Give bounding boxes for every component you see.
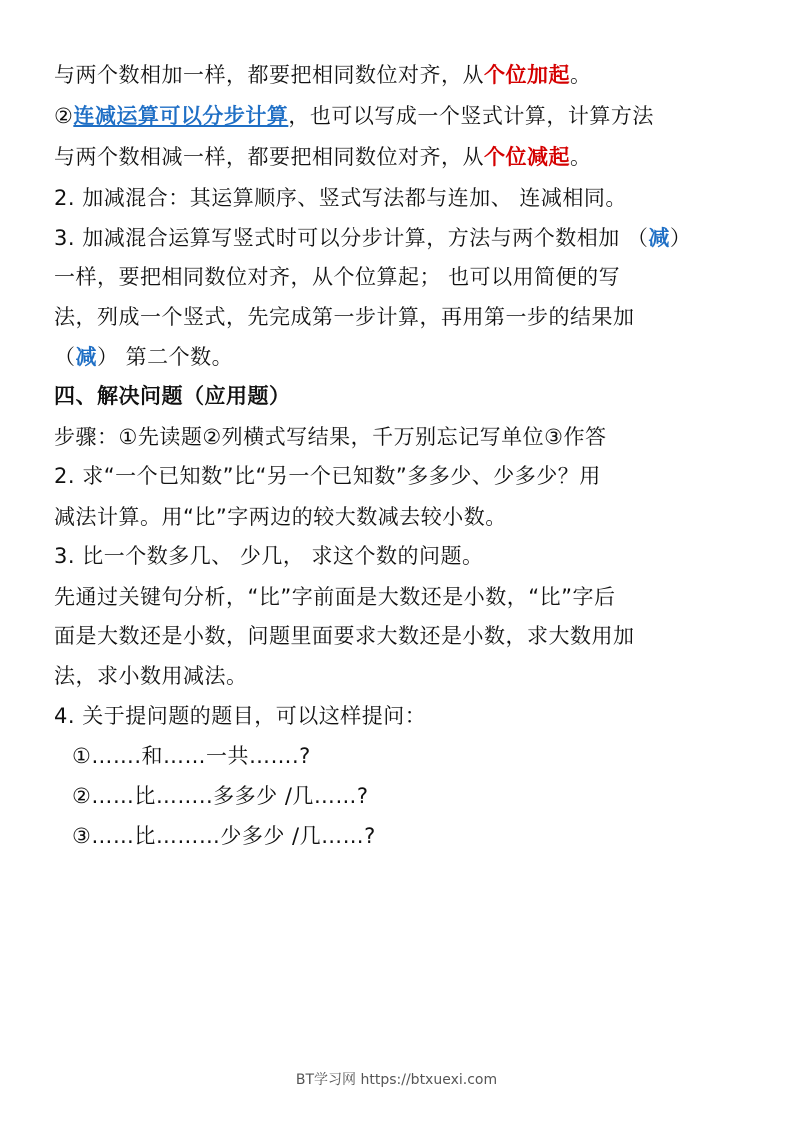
list-item — [72, 741, 311, 771]
text-line-6 — [54, 262, 620, 292]
line-text: 先通过关键句分析，“比”字前面是大数还是小数，“比”字后 — [54, 585, 616, 609]
text-line-3 — [54, 142, 592, 172]
text-line-14 — [54, 582, 616, 612]
line-text: 3. 比一个数多几、 少几， 求这个数的问题。 — [54, 544, 484, 568]
line-text: ） — [669, 226, 692, 250]
text-line-15 — [54, 621, 635, 651]
line-text: ，也可以写成一个竖式计算，计算方法 — [288, 104, 654, 128]
text-line-17 — [54, 701, 426, 731]
text-line-2 — [54, 101, 654, 131]
circled-number: ② — [54, 104, 74, 128]
line-text: 2. 加减混合：其运算顺序、竖式写法都与连加、 连减相同。 — [54, 186, 627, 210]
line-text: 。 — [570, 63, 592, 87]
text-line-8 — [54, 342, 233, 372]
line-text: 3. 加减混合运算写竖式时可以分步计算，方法与两个数相加 （ — [54, 226, 649, 250]
text-line-5 — [54, 223, 691, 253]
text-line-12 — [54, 502, 507, 532]
line-text: 减法计算。用“比”字两边的较大数减去较小数。 — [54, 505, 507, 529]
text-line-16 — [54, 661, 248, 691]
text-line-11 — [54, 461, 601, 491]
list-item — [72, 821, 376, 851]
text-line-7 — [54, 302, 635, 332]
line-text: （ — [54, 345, 76, 369]
text-line-10 — [54, 422, 606, 452]
line-text: 与两个数相加一样，都要把相同数位对齐，从 — [54, 63, 484, 87]
line-text: ） 第二个数。 — [97, 345, 234, 369]
footer-text: BT学习网 https://btxuexi.com — [295, 1072, 498, 1088]
list-item-text: ②……比……..多多少 /几……? — [72, 784, 369, 808]
line-text: 一样，要把相同数位对齐，从个位算起； 也可以用简便的写 — [54, 265, 621, 289]
heading-text: 四、解决问题（应用题） — [54, 384, 291, 408]
text-line-13 — [54, 541, 484, 571]
list-item-text: ①…….和……一共…….? — [72, 744, 311, 768]
highlight-red: 个位减起 — [484, 145, 570, 169]
text-line-4 — [54, 183, 627, 213]
line-text: 法，求小数用减法。 — [54, 664, 248, 688]
text-line-1 — [54, 60, 592, 90]
section-heading — [54, 381, 291, 411]
list-item — [72, 781, 369, 811]
page-footer — [0, 1070, 793, 1090]
line-text: 与两个数相减一样，都要把相同数位对齐，从 — [54, 145, 484, 169]
highlight-red: 个位加起 — [484, 63, 570, 87]
highlight-blue: 减 — [75, 345, 97, 369]
line-text: 。 — [570, 145, 592, 169]
highlight-link[interactable]: 连减运算可以分步计算 — [73, 104, 289, 128]
line-text: 步骤：①先读题②列横式写结果，千万别忘记写单位③作答 — [54, 425, 607, 449]
list-item-text: ③……比………少多少 /几……? — [72, 824, 376, 848]
highlight-blue: 减 — [648, 226, 670, 250]
line-text: 4. 关于提问题的题目，可以这样提问： — [54, 704, 427, 728]
line-text: 面是大数还是小数，问题里面要求大数还是小数，求大数用加 — [54, 624, 635, 648]
line-text: 2. 求“一个已知数”比“另一个已知数”多多少、少多少？用 — [54, 464, 601, 488]
line-text: 法，列成一个竖式，先完成第一步计算，再用第一步的结果加 — [54, 305, 635, 329]
